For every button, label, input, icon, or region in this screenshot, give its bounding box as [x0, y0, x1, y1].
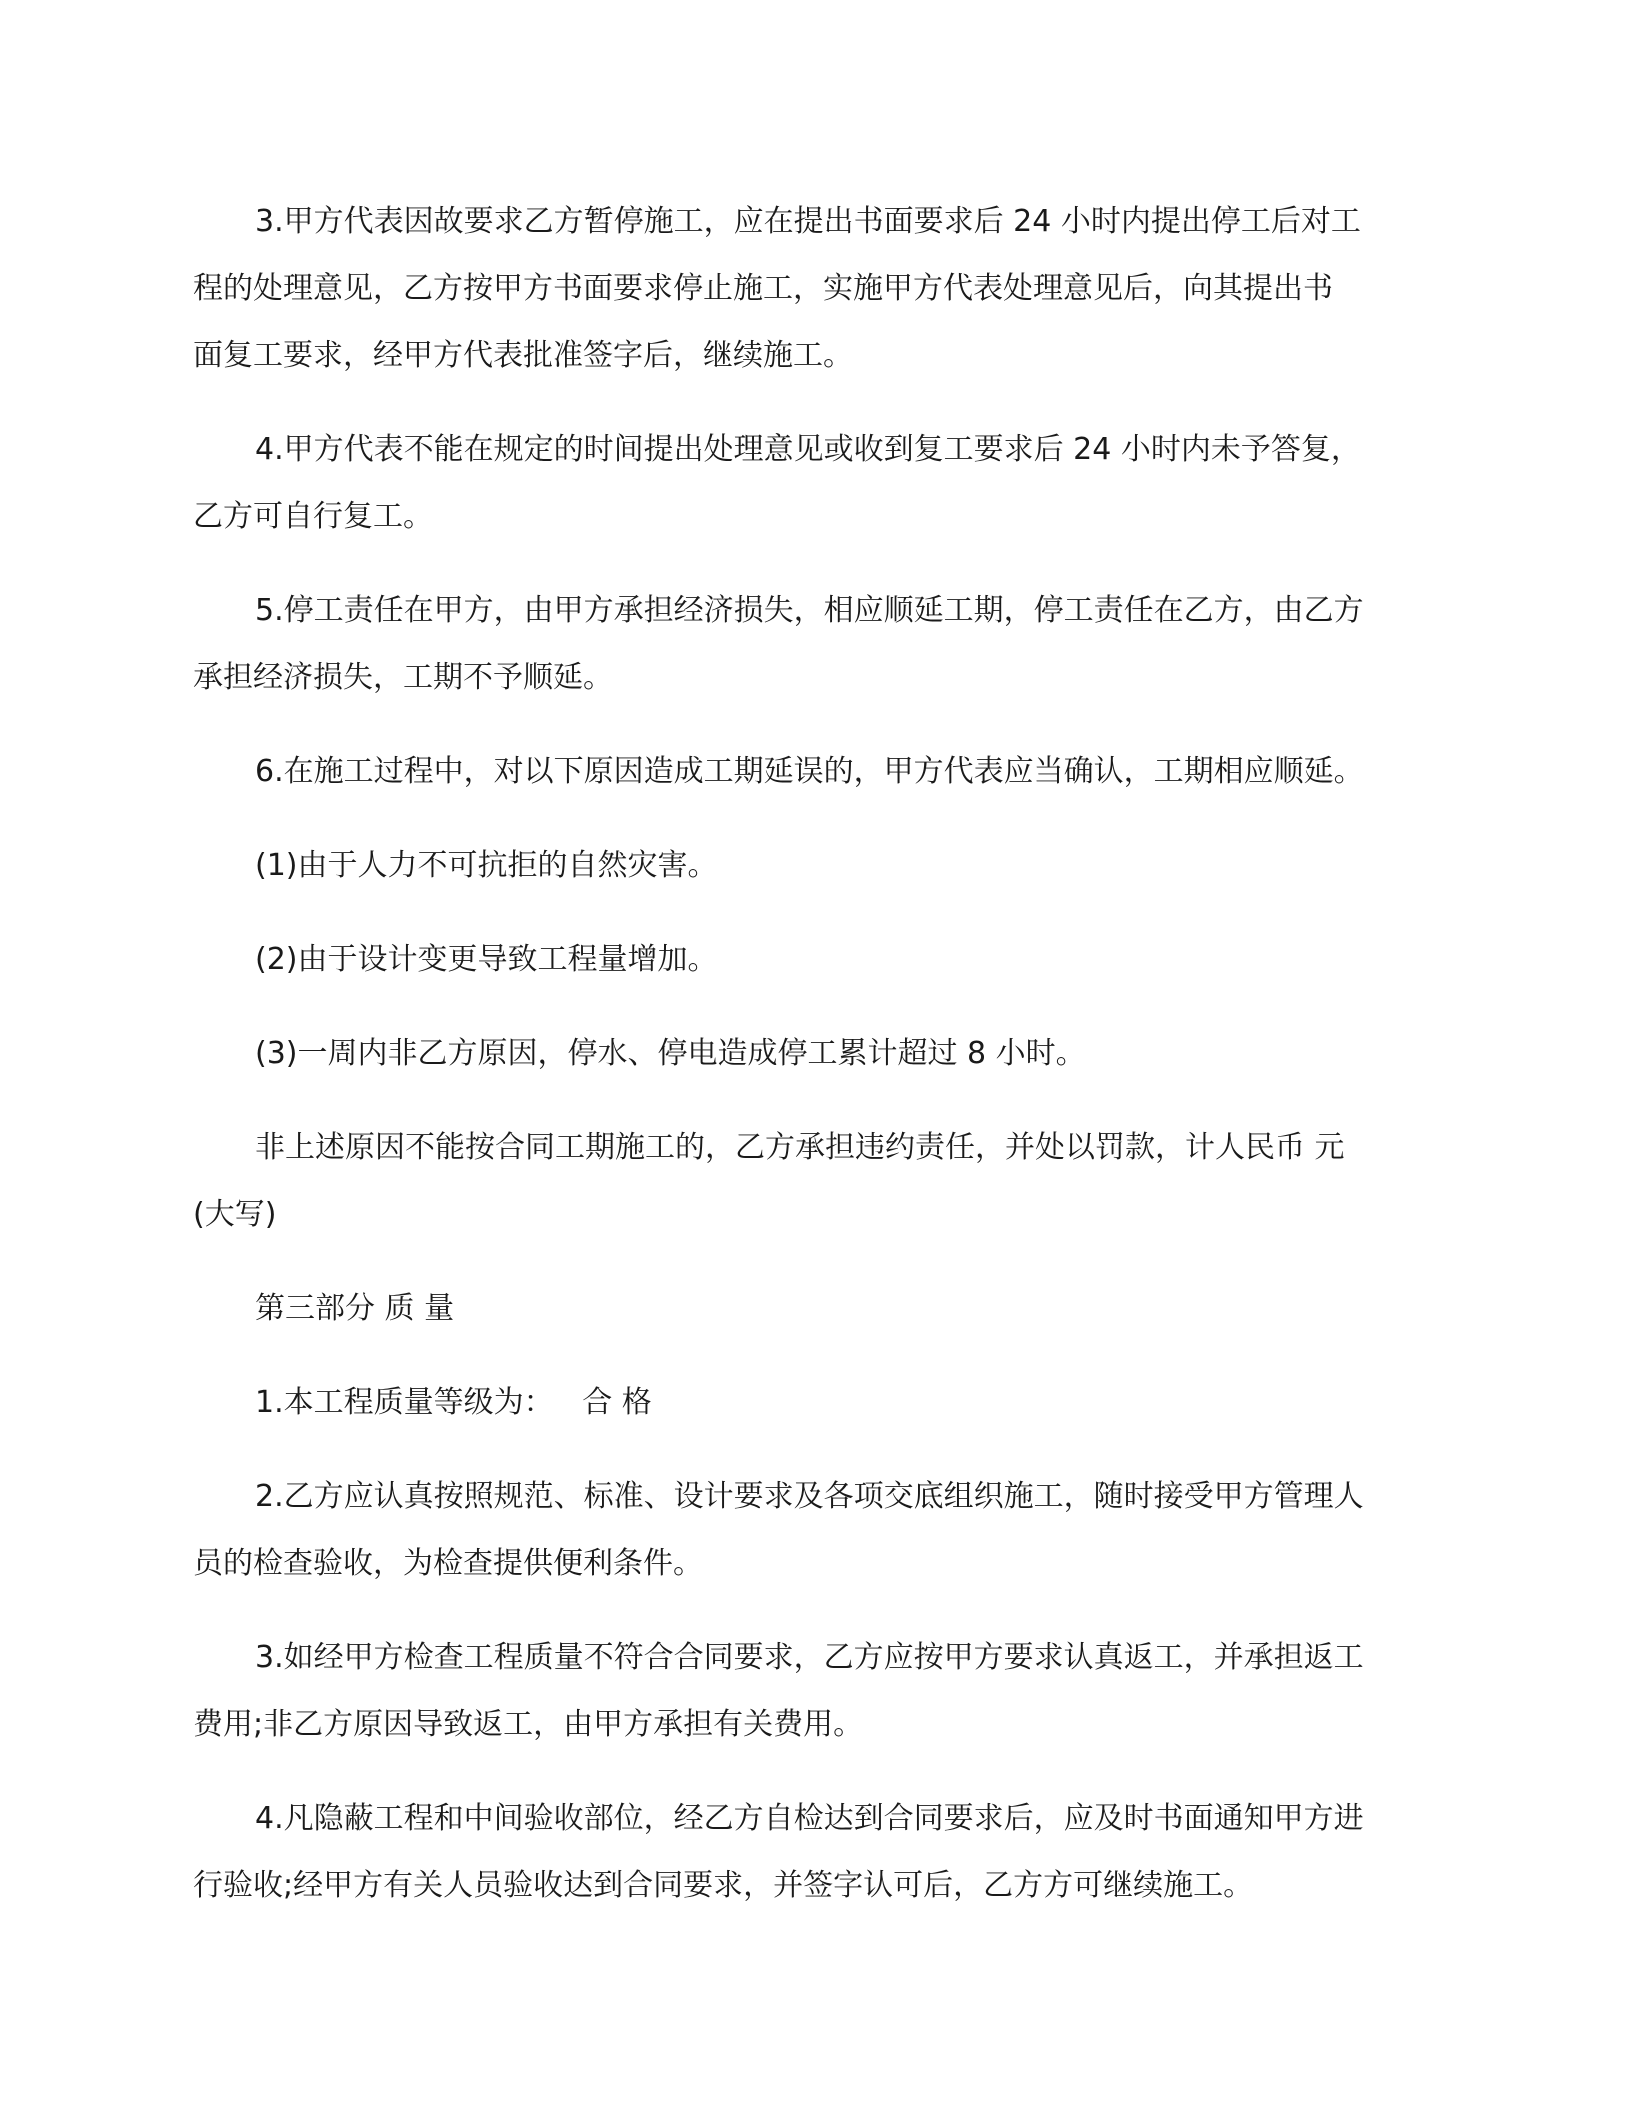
paragraph-line: 2.乙方应认真按照规范、标准、设计要求及各项交底组织施工，随时接受甲方管理人	[255, 1479, 1364, 1514]
paragraph-p-section3	[193, 1275, 1433, 1342]
paragraph-line: (大写)	[193, 1197, 277, 1232]
paragraph-line: 3.如经甲方检查工程质量不符合合同要求，乙方应按甲方要求认真返工，并承担返工	[255, 1640, 1364, 1675]
paragraph-line: 员的检查验收，为检查提供便利条件。	[193, 1546, 703, 1581]
paragraph-line: 5.停工责任在甲方，由甲方承担经济损失，相应顺延工期，停工责任在乙方，由乙方	[255, 593, 1364, 628]
paragraph-line: 3.甲方代表因故要求乙方暂停施工，应在提出书面要求后 24 小时内提出停工后对工	[255, 204, 1361, 239]
paragraph-p3	[193, 188, 1433, 389]
paragraph-line: 面复工要求，经甲方代表批准签字后，继续施工。	[193, 338, 853, 373]
paragraph-line: 费用;非乙方原因导致返工，由甲方承担有关费用。	[193, 1707, 864, 1742]
paragraph-line: 承担经济损失，工期不予顺延。	[193, 660, 613, 695]
paragraph-line: 行验收;经甲方有关人员验收达到合同要求，并签字认可后，乙方方可继续施工。	[193, 1868, 1254, 1903]
paragraph-q1	[193, 1369, 1433, 1436]
paragraph-p-penalty	[193, 1114, 1433, 1248]
paragraph-q2	[193, 1463, 1433, 1597]
paragraph-line: 程的处理意见，乙方按甲方书面要求停止施工，实施甲方代表处理意见后，向其提出书	[193, 271, 1333, 306]
document-body	[193, 188, 1433, 1946]
paragraph-p6-1	[193, 832, 1433, 899]
paragraph-q4	[193, 1785, 1433, 1919]
paragraph-line: (1)由于人力不可抗拒的自然灾害。	[255, 848, 718, 883]
paragraph-line: 6.在施工过程中，对以下原因造成工期延误的，甲方代表应当确认，工期相应顺延。	[255, 754, 1364, 789]
paragraph-p6	[193, 738, 1433, 805]
paragraph-q3	[193, 1624, 1433, 1758]
paragraph-line: 4.甲方代表不能在规定的时间提出处理意见或收到复工要求后 24 小时内未予答复，	[255, 432, 1361, 467]
paragraph-line: (2)由于设计变更导致工程量增加。	[255, 942, 718, 977]
paragraph-p5	[193, 577, 1433, 711]
paragraph-p6-3	[193, 1020, 1433, 1087]
paragraph-p4	[193, 416, 1433, 550]
paragraph-line: 非上述原因不能按合同工期施工的，乙方承担违约责任，并处以罚款，计人民币 元	[255, 1130, 1345, 1165]
paragraph-line: 第三部分 质 量	[255, 1291, 455, 1326]
paragraph-line: 4.凡隐蔽工程和中间验收部位，经乙方自检达到合同要求后，应及时书面通知甲方进	[255, 1801, 1364, 1836]
paragraph-line: 1.本工程质量等级为： 合 格	[255, 1385, 652, 1420]
paragraph-line: 乙方可自行复工。	[193, 499, 433, 534]
paragraph-line: (3)一周内非乙方原因，停水、停电造成停工累计超过 8 小时。	[255, 1036, 1086, 1071]
paragraph-p6-2	[193, 926, 1433, 993]
